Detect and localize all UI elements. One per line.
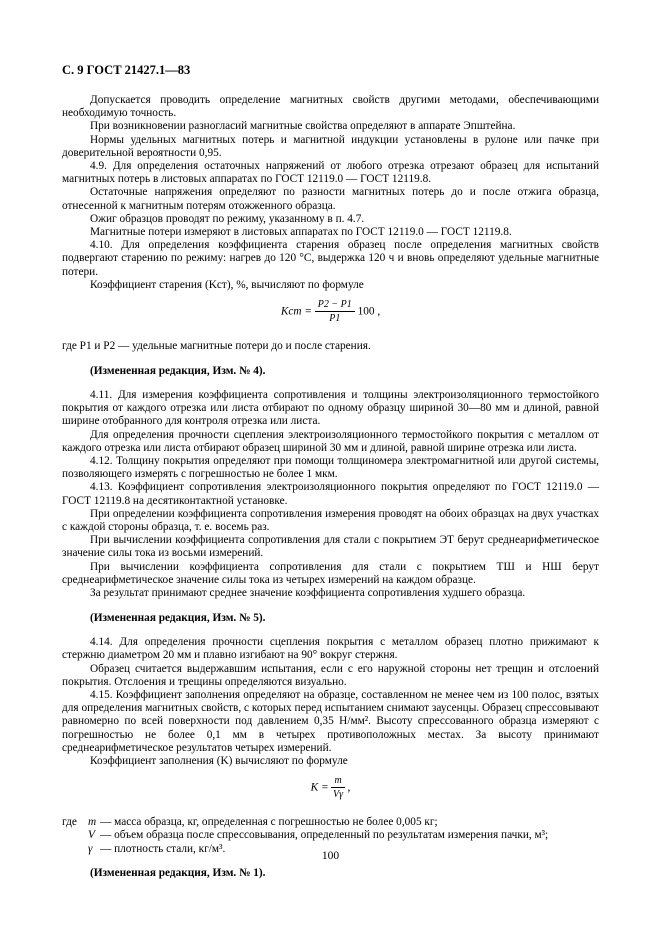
- paragraph: Коэффициент заполнения (K) вычисляют по формуле: [90, 754, 348, 767]
- where-prefix: где: [62, 816, 77, 829]
- where-symbol: V: [88, 829, 95, 842]
- formula-fraction: [315, 298, 355, 325]
- paragraph: 4.10. Для определения коэффициента старения образец после определения магнитных свойств подвергают старению по режиму: нагрев до 120 °С, выдержка 120 ч и вновь определяют удельные магнитные потери.: [62, 239, 599, 278]
- formula-denominator: P1: [329, 313, 341, 325]
- paragraph: 4.11. Для измерения коэффициента сопротивления и толщины электроизоляционного термостойкого покрытия от каждого отрезка или листа отбирают по одному образцу шириной 30—80 мм и длиной, равной ширине отобранного для контроля отрезка или листа.: [62, 389, 599, 428]
- paragraph: 4.13. Коэффициент сопротивления электроизоляционного покрытия определяют по ГОСТ 12119.0 — ГОСТ 12119.8 на десятиконтактной установке.: [62, 481, 599, 507]
- paragraph: 4.9. Для определения остаточных напряжений от любого отрезка отрезают образец для испытаний магнитных потерь в листовых аппаратах по ГОСТ 12119.0 — ГОСТ 12119.8.: [62, 160, 599, 186]
- page-header: С. 9 ГОСТ 21427.1—83: [62, 63, 191, 77]
- formula-rhs: 100 ,: [357, 305, 381, 318]
- paragraph: Магнитные потери измеряют в листовых аппаратах по ГОСТ 12119.0 — ГОСТ 12119.8.: [90, 226, 512, 239]
- paragraph: При вычислении коэффициента сопротивления для стали с покрытием ТШ и НШ берут среднеарифметическое значение силы тока из четырех измерений на каждом образце.: [62, 560, 599, 586]
- where-text: — объем образца после спрессовывания, определенный по результатам измерения пачки, м³;: [100, 829, 549, 842]
- paragraph: При вычислении коэффициента сопротивления для стали с покрытием ЭТ берут среднеарифметическое значение силы тока из восьми измерений.: [62, 534, 599, 560]
- where-text: — масса образца, кг, определенная с погрешностью не более 0,005 кг;: [100, 816, 438, 829]
- formula-lhs: Kст =: [280, 305, 312, 318]
- page-number: 100: [321, 850, 340, 862]
- formula-fill-coefficient: [62, 774, 599, 808]
- paragraph: Для определения прочности сцепления электроизоляционного термостойкого покрытия с металлом от каждого отрезка или листа отбирают образец шириной 30 мм и длиной, равной ширине отрезка или листа.: [62, 428, 599, 454]
- paragraph: 4.15. Коэффициент заполнения определяют на образце, составленном не менее чем из 100 полос, взятых для определения магнитных свойств, с которых перед испытанием снимают заусенцы. Образец спрессовывают равномерно по всей поверхности под давлением 0,35 Н/мм². Высоту спрессованного образца измеряют с погрешностью не более 0,1 мм в четырех противоположных местах. За высоту принимают среднеарифметическое результатов четырех измерений.: [62, 688, 599, 754]
- where-clause: где P1 и P2 — удельные магнитные потери до и после старения.: [62, 340, 371, 353]
- document-body: [62, 94, 599, 892]
- paragraph: 4.12. Толщину покрытия определяют при помощи толщиномера электромагнитной или другой системы, позволяющего измерять с погрешностью не более 1 мкм.: [62, 455, 599, 481]
- edit-note: (Измененная редакция, Изм. № 4).: [90, 364, 266, 377]
- paragraph: Остаточные напряжения определяют по разности магнитных потерь до и после отжига образца, отнесенной к магнитным потерям отожженного образца.: [62, 186, 599, 212]
- paragraph: Образец считается выдержавшим испытания, если с его наружной стороны нет трещин и отслоений покрытия. Отслоения и трещины определяются визуально.: [62, 662, 599, 688]
- formula-rhs: ,: [347, 781, 351, 794]
- edit-note: (Измененная редакция, Изм. № 1).: [90, 867, 266, 880]
- where-symbol: γ: [88, 842, 93, 855]
- paragraph: При возникновении разногласий магнитные свойства определяют в аппарате Эпштейна.: [90, 120, 516, 133]
- where-prefix: [62, 829, 88, 842]
- edit-note: (Измененная редакция, Изм. № 5).: [90, 611, 266, 624]
- paragraph: За результат принимают среднее значение коэффициента сопротивления худшего образца.: [90, 587, 526, 600]
- paragraph: При определении коэффициента сопротивления измерения проводят на обоих образцах на двух участках с каждой стороны образца, т. е. восемь раз.: [62, 507, 599, 534]
- where-symbol: m: [88, 816, 97, 829]
- paragraph: Допускается проводить определение магнитных свойств другими методами, обеспечивающими необходимую точность.: [62, 94, 599, 120]
- formula-fraction: [331, 774, 344, 801]
- paragraph: Ожиг образцов проводят по режиму, указанному в п. 4.7.: [90, 212, 365, 225]
- paragraph: Нормы удельных магнитных потерь и магнитной индукции установлены в рулоне или пачке при доверительной вероятности 0,95.: [62, 133, 599, 159]
- formula-lhs: K =: [310, 781, 329, 794]
- formula-numerator: P2 − P1: [315, 298, 355, 312]
- paragraph: 4.14. Для определения прочности сцепления покрытия с металлом образец плотно прижимают к стержню диаметром 20 мм и плавно изгибают на 90° вокруг стержня.: [62, 636, 599, 662]
- formula-aging-coefficient: [62, 298, 599, 332]
- formula-numerator: m: [331, 774, 344, 788]
- paragraph: Коэффициент старения (Kст), %, вычисляют по формуле: [90, 278, 364, 291]
- where-text: — плотность стали, кг/м³.: [100, 842, 226, 855]
- formula-denominator: Vγ: [333, 789, 344, 801]
